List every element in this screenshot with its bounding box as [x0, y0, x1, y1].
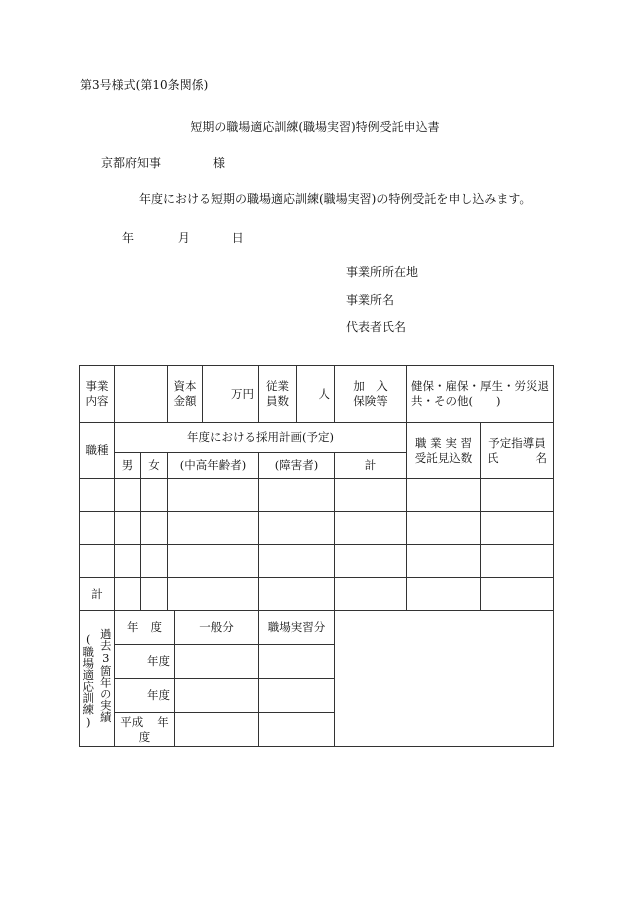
history-year-cell[interactable]: 平成 年度: [115, 713, 175, 747]
total-row-label: 計: [80, 578, 115, 611]
total-input[interactable]: [335, 479, 407, 512]
instructor-input[interactable]: [481, 479, 554, 512]
expected-input[interactable]: [407, 512, 481, 545]
plan-header-row: [80, 423, 554, 453]
general-count-input[interactable]: [175, 679, 259, 713]
practice-count-input[interactable]: [259, 713, 335, 747]
history-year-cell[interactable]: 年度: [115, 645, 175, 679]
planned-instructor-label: 予定指導員 氏 名: [481, 423, 554, 479]
capital-field[interactable]: [203, 366, 259, 423]
history-label-sub: (職場適応訓練): [81, 632, 96, 729]
disabled-total-input[interactable]: [259, 578, 335, 611]
business-content-field[interactable]: [115, 366, 168, 423]
middle-aged-input[interactable]: [168, 479, 259, 512]
total-input[interactable]: [335, 512, 407, 545]
employees-cell: [259, 366, 335, 423]
instructor-input[interactable]: [481, 545, 554, 578]
female-input[interactable]: [141, 545, 168, 578]
office-name-label: 事業所名: [346, 293, 395, 307]
history-vertical-label: [80, 611, 115, 747]
job-type-label: 職種: [80, 423, 115, 479]
date-year: 年: [122, 231, 135, 245]
date-line: [122, 232, 266, 244]
total-input[interactable]: [335, 545, 407, 578]
disabled-input[interactable]: [259, 479, 335, 512]
business-label-cell: 事業 内容: [80, 366, 115, 423]
practice-count-input[interactable]: [259, 645, 335, 679]
expected-total-input[interactable]: [407, 578, 481, 611]
history-label-main: 過去3箇年の実績: [98, 628, 113, 723]
middle-aged-input[interactable]: [168, 512, 259, 545]
general-header: 一般分: [175, 611, 259, 645]
disabled-input[interactable]: [259, 512, 335, 545]
job-type-input[interactable]: [80, 545, 115, 578]
female-input[interactable]: [141, 479, 168, 512]
instructor-total-input[interactable]: [481, 578, 554, 611]
middle-aged-label: (中高年齢者): [168, 453, 259, 479]
application-table: [79, 365, 554, 747]
female-label: 女: [141, 453, 168, 479]
form-number: 第3号様式(第10条関係): [80, 78, 209, 92]
history-header-row: [80, 611, 554, 645]
middle-aged-input[interactable]: [168, 545, 259, 578]
table-row: [80, 479, 554, 512]
instructor-input[interactable]: [481, 512, 554, 545]
job-type-input[interactable]: [80, 512, 115, 545]
female-total-input[interactable]: [141, 578, 168, 611]
male-input[interactable]: [115, 512, 141, 545]
male-label: 男: [115, 453, 141, 479]
year-header: 年 度: [115, 611, 175, 645]
table-row: [80, 512, 554, 545]
male-total-input[interactable]: [115, 578, 141, 611]
addressee: [101, 157, 225, 169]
office-address-label: 事業所所在地: [346, 265, 419, 279]
disabled-input[interactable]: [259, 545, 335, 578]
expected-input[interactable]: [407, 545, 481, 578]
general-count-input[interactable]: [175, 713, 259, 747]
honorific: 様: [213, 156, 226, 170]
grand-total-input[interactable]: [335, 578, 407, 611]
hiring-plan-label: 年度における採用計画(予定): [115, 423, 407, 453]
total-row: [80, 578, 554, 611]
job-type-input[interactable]: [80, 479, 115, 512]
insurance-label-cell: 加 入 保険等: [335, 366, 407, 423]
table-row: [80, 545, 554, 578]
history-blank-area: [335, 611, 554, 747]
practice-header: 職場実習分: [259, 611, 335, 645]
expected-practice-label: 職 業 実 習 受託見込数: [407, 423, 481, 479]
employees-field[interactable]: [297, 366, 334, 422]
male-input[interactable]: [115, 479, 141, 512]
middle-aged-total-input[interactable]: [168, 578, 259, 611]
employees-label: 従業 員数: [259, 366, 297, 422]
expected-input[interactable]: [407, 479, 481, 512]
history-year-cell[interactable]: 年度: [115, 679, 175, 713]
insurance-options-cell[interactable]: 健保・雇保・厚生・労災退 共・その他( ): [407, 366, 554, 423]
disabled-label: (障害者): [259, 453, 335, 479]
male-input[interactable]: [115, 545, 141, 578]
subtotal-label: 計: [335, 453, 407, 479]
date-month: 月: [177, 231, 190, 245]
general-count-input[interactable]: [175, 645, 259, 679]
practice-count-input[interactable]: [259, 679, 335, 713]
employees-unit: 人: [318, 386, 330, 401]
date-day: 日: [231, 231, 244, 245]
info-row: [80, 366, 554, 423]
female-input[interactable]: [141, 512, 168, 545]
form-title: 短期の職場適応訓練(職場実習)特例受託申込書: [190, 120, 440, 134]
capital-unit: 万円: [231, 386, 254, 401]
addressee-name: 京都府知事: [101, 156, 162, 170]
application-statement: 年度における短期の職場適応訓練(職場実習)の特例受託を申し込みます。: [139, 192, 532, 206]
representative-label: 代表者氏名: [346, 320, 407, 334]
capital-label-cell: 資本 金額: [168, 366, 203, 423]
